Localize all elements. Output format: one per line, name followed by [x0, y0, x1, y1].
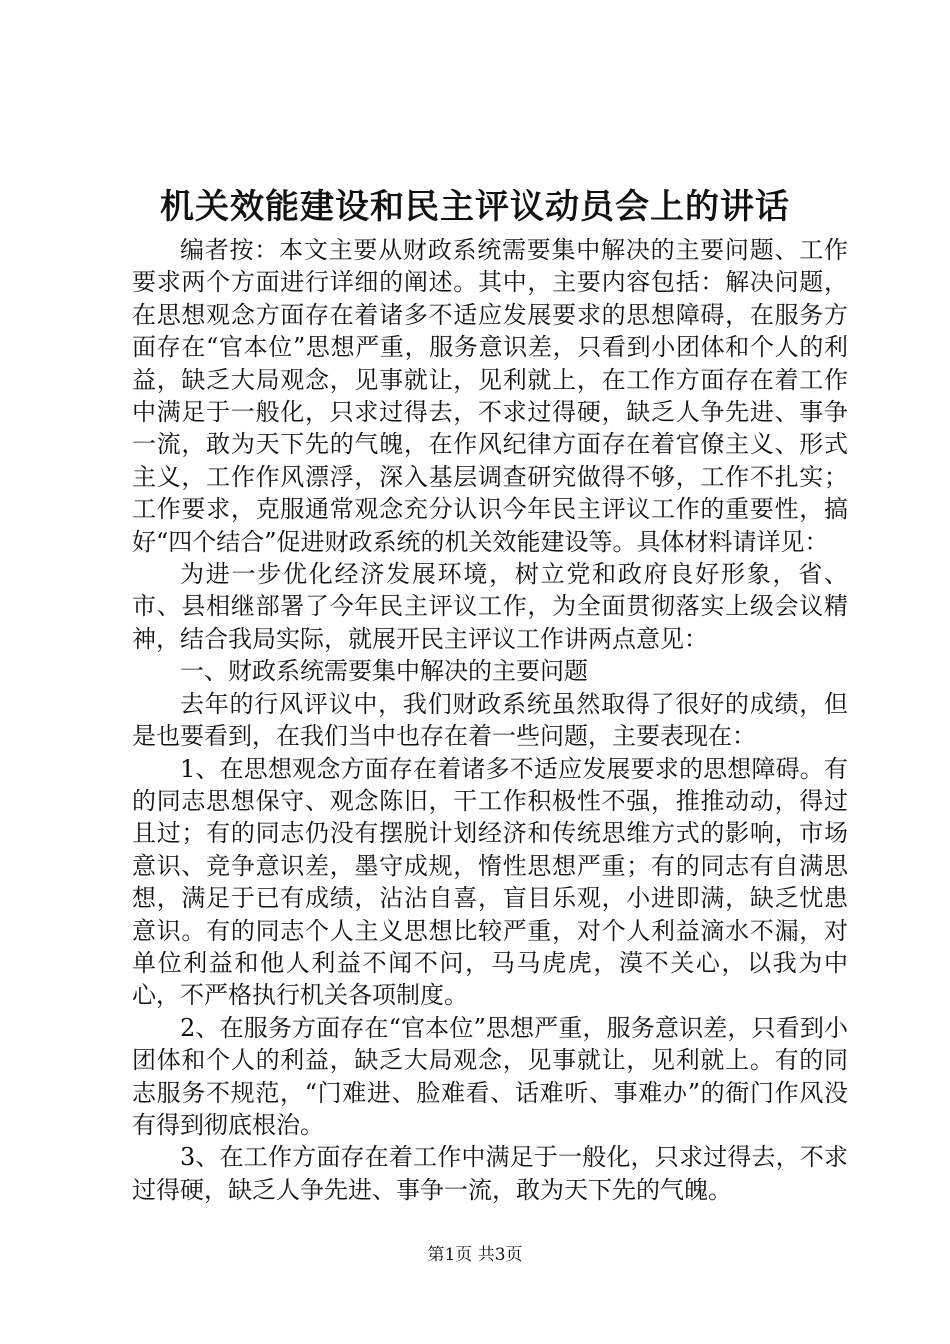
paragraph-last-year: 去年的行风评议中，我们财政系统虽然取得了很好的成绩，但是也要看到，在我们当中也存在着一些问题，主要表现在： — [132, 689, 848, 751]
document-body — [132, 234, 848, 1206]
paragraph-item-2: 2、在服务方面存在“官本位”思想严重，服务意识差，只看到小团体和个人的利益，缺乏大局观念，见事就让，见利就上。有的同志服务不规范，“门难进、脸难看、话难听、事难办”的衙门作风没有得到彻底根治。 — [132, 1013, 848, 1139]
document-title: 机关效能建设和民主评议动员会上的讲话 — [160, 187, 790, 227]
paragraph-editor-note: 编者按：本文主要从财政系统需要集中解决的主要问题、工作要求两个方面进行详细的阐述。其中，主要内容包括：解决问题，在思想观念方面存在着诸多不适应发展要求的思想障碍，在服务方面存在“官本位”思想严重，服务意识差，只看到小团体和个人的利益，缺乏大局观念，见事就让，见利就上，在工作方面存在着工作中满足于一般化，只求过得去，不求过得硬，缺乏人争先进、事争一流，敢为天下先的气魄，在作风纪律方面存在着官僚主义、形式主义，工作作风漂浮，深入基层调查研究做得不够，工作不扎实；工作要求，克服通常观念充分认识今年民主评议工作的重要性，搞好“四个结合”促进财政系统的机关效能建设等。具体材料请详见： — [132, 236, 848, 556]
page-number-footer: 第1页 共3页 — [427, 1245, 523, 1265]
paragraph-intro: 为进一步优化经济发展环境，树立党和政府良好形象，省、市、县相继部署了今年民主评议工作，为全面贯彻落实上级会议精神，结合我局实际，就展开民主评议工作讲两点意见： — [132, 560, 848, 653]
paragraph-item-1: 1、在思想观念方面存在着诸多不适应发展要求的思想障碍。有的同志思想保守、观念陈旧，干工作积极性不强，推推动动，得过且过；有的同志仍没有摆脱计划经济和传统思维方式的影响，市场意识、竞争意识差，墨守成规，惰性思想严重；有的同志有自满思想，满足于已有成绩，沾沾自喜，盲目乐观，小进即满，缺乏忧患意识。有的同志个人主义思想比较严重，对个人利益滴水不漏，对单位利益和他人利益不闻不问，马马虎虎，漠不关心，以我为中心，不严格执行机关各项制度。 — [132, 754, 848, 1010]
section-heading-1: 一、财政系统需要集中解决的主要问题 — [180, 657, 588, 686]
paragraph-item-3: 3、在工作方面存在着工作中满足于一般化，只求过得去，不求过得硬，缺乏人争先进、事争一流，敢为天下先的气魄。 — [132, 1143, 848, 1204]
